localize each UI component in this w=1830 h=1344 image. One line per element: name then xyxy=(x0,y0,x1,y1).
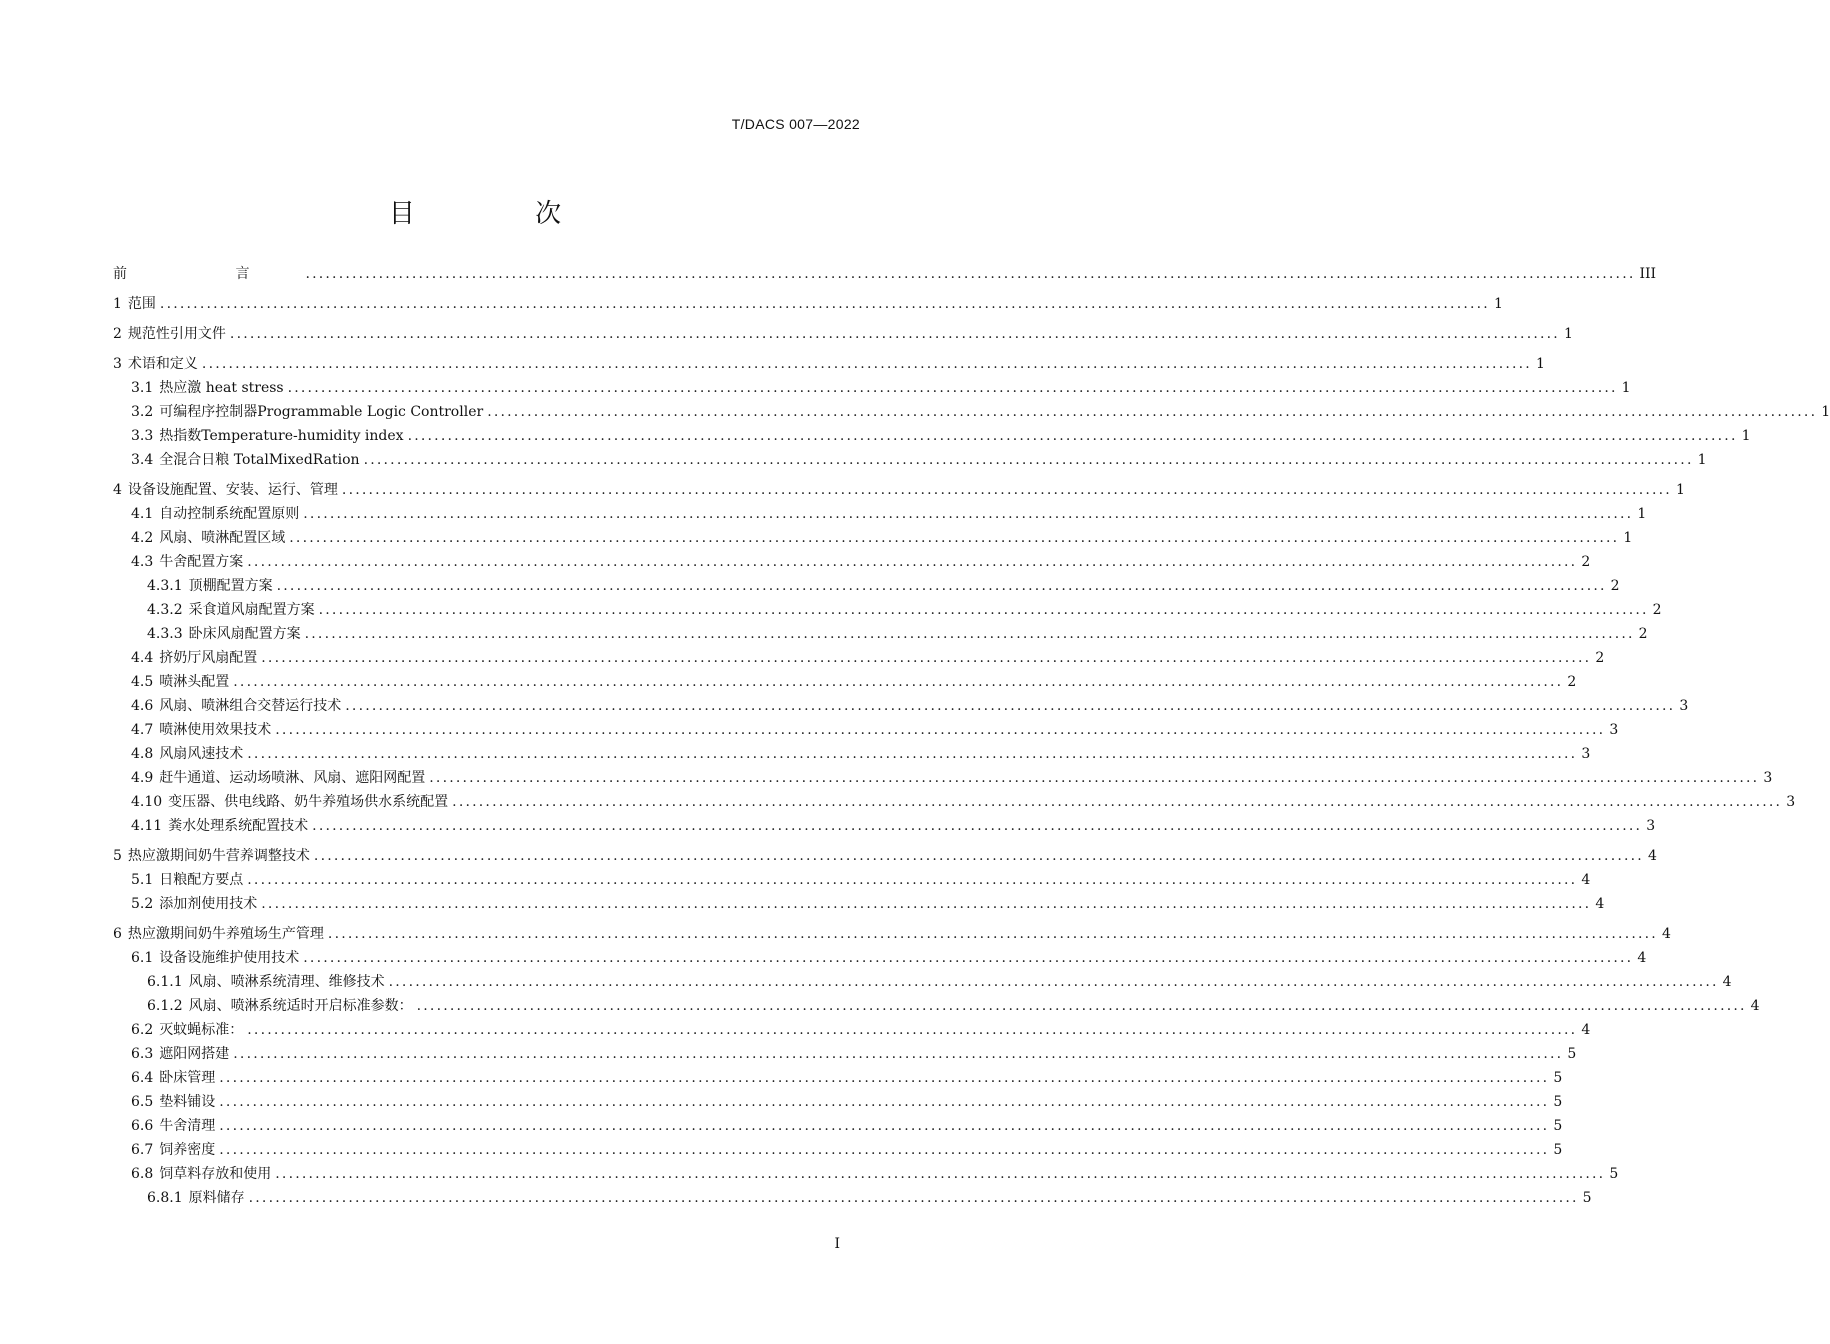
toc-entry-number: 5.2 xyxy=(131,896,154,912)
toc-leader-dots: ........................................................................................................................................................................................................ xyxy=(247,746,1578,762)
toc-entry[interactable] xyxy=(113,622,1648,646)
toc-entry[interactable] xyxy=(113,994,1760,1018)
toc-entry[interactable] xyxy=(113,262,1657,286)
toc-entry[interactable] xyxy=(113,922,1671,946)
toc-leader-dots: ........................................................................................................................................................................................................ xyxy=(452,794,1783,810)
toc-entry-number: 4.3.2 xyxy=(147,602,183,618)
toc-entry-number: 2 xyxy=(113,326,122,342)
toc-entry-page: III xyxy=(1639,266,1657,282)
footer-page-number: I xyxy=(834,1236,840,1252)
toc-entry-label: 热应激期间奶牛养殖场生产管理 xyxy=(127,926,324,942)
toc-entry-number: 4.1 xyxy=(131,506,154,522)
toc-entry[interactable] xyxy=(113,694,1689,718)
toc-entry[interactable] xyxy=(113,448,1707,472)
toc-entry-page: 3 xyxy=(1679,698,1689,714)
toc-entry-number: 6.7 xyxy=(131,1142,154,1158)
toc-entry-number: 6.5 xyxy=(131,1094,154,1110)
toc-entry-number: 4.6 xyxy=(131,698,154,714)
toc-entry-label: 卧床风扇配置方案 xyxy=(188,626,301,642)
toc-entry[interactable] xyxy=(113,1138,1563,1162)
toc-entry[interactable] xyxy=(113,1114,1563,1138)
toc-entry-page: 2 xyxy=(1610,578,1620,594)
toc-entry[interactable] xyxy=(113,376,1631,400)
toc-entry-label: 喷淋头配置 xyxy=(159,674,230,690)
toc-entry-page: 3 xyxy=(1763,770,1773,786)
toc-leader-dots: ........................................................................................................................................................................................................ xyxy=(219,1094,1550,1110)
toc-entry-number: 5.1 xyxy=(131,872,154,888)
toc-entry[interactable] xyxy=(113,742,1591,766)
toc-entry-page: 5 xyxy=(1553,1118,1563,1134)
toc-entry-number: 6.8.1 xyxy=(147,1190,183,1206)
toc-entry-number: 6.4 xyxy=(131,1070,154,1086)
toc-entry-number: 5 xyxy=(113,848,122,864)
toc-entry-page: 4 xyxy=(1581,872,1591,888)
toc-entry[interactable] xyxy=(113,526,1633,550)
toc-entry-page: 3 xyxy=(1646,818,1656,834)
toc-entry-label: 日粮配方要点 xyxy=(159,872,244,888)
toc-entry-page: 1 xyxy=(1563,326,1573,342)
toc-leader-dots: ........................................................................................................................................................................................................ xyxy=(219,1142,1550,1158)
toc-entry-label: 遮阳网搭建 xyxy=(159,1046,230,1062)
toc-leader-dots: ........................................................................................................................................................................................................ xyxy=(345,698,1676,714)
toc-entry-number: 6.1 xyxy=(131,950,154,966)
toc-entry[interactable] xyxy=(113,1066,1563,1090)
toc-entry-number: 6.8 xyxy=(131,1166,154,1182)
toc-entry[interactable] xyxy=(113,892,1605,916)
toc-entry-number: 4.10 xyxy=(131,794,163,810)
toc-entry[interactable] xyxy=(113,598,1662,622)
toc-entry-label: 热应激期间奶牛营养调整技术 xyxy=(127,848,310,864)
toc-entry-page: 1 xyxy=(1637,506,1647,522)
toc-entry-label: 牛舍配置方案 xyxy=(159,554,244,570)
toc-leader-dots: ........................................................................................................................................................................................................ xyxy=(248,1190,1579,1206)
toc-entry-page: 5 xyxy=(1609,1166,1619,1182)
page-title: 目 次 xyxy=(388,199,618,229)
toc-entry-label: 赶牛通道、运动场喷淋、风扇、遮阳网配置 xyxy=(159,770,426,786)
toc-entry-page: 3 xyxy=(1609,722,1619,738)
toc-entry-label: 顶棚配置方案 xyxy=(188,578,273,594)
toc-leader-dots: ........................................................................................................................................................................................................ xyxy=(233,1046,1564,1062)
toc-entry-number: 4.11 xyxy=(131,818,163,834)
toc-entry-number: 3.4 xyxy=(131,452,154,468)
toc-entry-label: 风扇、喷淋系统清理、维修技术 xyxy=(188,974,385,990)
toc-leader-dots: ........................................................................................................................................................................................................ xyxy=(247,872,1578,888)
document-id: T/DACS 007—2022 xyxy=(731,116,860,132)
toc-leader-dots: ........................................................................................................................................................................................................ xyxy=(159,296,1490,312)
toc-leader-dots: ........................................................................................................................................................................................................ xyxy=(219,1118,1550,1134)
toc-leader-dots: ........................................................................................................................................................................................................ xyxy=(233,674,1564,690)
toc-entry-number: 6 xyxy=(113,926,122,942)
toc-entry[interactable] xyxy=(113,1090,1563,1114)
toc-entry-page: 1 xyxy=(1741,428,1751,444)
toc-entry-number: 3.3 xyxy=(131,428,154,444)
toc-entry-page: 4 xyxy=(1637,950,1647,966)
toc-entry[interactable] xyxy=(113,322,1573,346)
toc-entry[interactable] xyxy=(113,946,1647,970)
toc-leader-dots: ........................................................................................................................................................................................................ xyxy=(407,428,1738,444)
toc-entry-label: 变压器、供电线路、奶牛养殖场供水系统配置 xyxy=(168,794,449,810)
toc-entry-label: 饲养密度 xyxy=(159,1142,216,1158)
toc-entry-label: 牛舍清理 xyxy=(159,1118,216,1134)
toc-entry[interactable] xyxy=(113,1042,1577,1066)
toc-entry-page: 1 xyxy=(1535,356,1545,372)
toc-entry[interactable] xyxy=(113,646,1605,670)
toc-entry-page: 2 xyxy=(1638,626,1648,642)
toc-entry-page: 1 xyxy=(1697,452,1707,468)
toc-entry[interactable] xyxy=(113,550,1591,574)
toc-entry[interactable] xyxy=(113,1162,1619,1186)
toc-entry-number: 6.1.1 xyxy=(147,974,183,990)
toc-leader-dots: ........................................................................................................................................................................................................ xyxy=(487,404,1818,420)
toc-entry[interactable] xyxy=(113,478,1685,502)
toc-entry-page: 5 xyxy=(1553,1070,1563,1086)
toc-entry-page: 1 xyxy=(1675,482,1685,498)
toc-leader-dots: ........................................................................................................................................................................................................ xyxy=(429,770,1760,786)
toc-entry[interactable] xyxy=(113,400,1830,424)
toc-entry-number: 3 xyxy=(113,356,122,372)
toc-entry-label: 风扇、喷淋配置区域 xyxy=(159,530,286,546)
toc-entry-page: 2 xyxy=(1652,602,1662,618)
toc-entry-label: 喷淋使用效果技术 xyxy=(159,722,272,738)
toc-entry-number: 4.4 xyxy=(131,650,154,666)
toc-entry-page: 4 xyxy=(1722,974,1732,990)
toc-entry-page: 5 xyxy=(1553,1094,1563,1110)
toc-entry-label: 设备设施维护使用技术 xyxy=(159,950,300,966)
toc-entry-label: 热指数Temperature-humidity index xyxy=(159,428,404,444)
toc-leader-dots: ........................................................................................................................................................................................................ xyxy=(261,650,1592,666)
toc-entry-number: 1 xyxy=(113,296,122,312)
toc-leader-dots: ........................................................................................................................................................................................................ xyxy=(303,506,1634,522)
toc-entry-page: 5 xyxy=(1582,1190,1592,1206)
toc-entry-number: 4.9 xyxy=(131,770,154,786)
toc-leader-dots: ........................................................................................................................................................................................................ xyxy=(304,626,1635,642)
toc-leader-dots: ........................................................................................................................................................................................................ xyxy=(247,1022,1578,1038)
toc-entry-number: 4 xyxy=(113,482,122,498)
toc-entry[interactable] xyxy=(113,718,1619,742)
toc-entry-label: 采食道风扇配置方案 xyxy=(188,602,315,618)
toc-entry-label: 风扇风速技术 xyxy=(159,746,244,762)
toc-entry-label: 添加剂使用技术 xyxy=(159,896,258,912)
toc-entry-label: 卧床管理 xyxy=(159,1070,216,1086)
toc-entry-label: 设备设施配置、安装、运行、管理 xyxy=(127,482,338,498)
toc-leader-dots: ........................................................................................................................................................................................................ xyxy=(229,326,1560,342)
toc-entry[interactable] xyxy=(113,1018,1591,1042)
toc-entry-page: 4 xyxy=(1595,896,1605,912)
toc-entry-page: 2 xyxy=(1595,650,1605,666)
toc-entry-page: 2 xyxy=(1581,554,1591,570)
toc-leader-dots: ........................................................................................................................................................................................................ xyxy=(219,1070,1550,1086)
toc-entry-number: 4.5 xyxy=(131,674,154,690)
toc-leader-dots: ........................................................................................................................................................................................................ xyxy=(201,356,1532,372)
toc-entry-page: 5 xyxy=(1553,1142,1563,1158)
toc-entry-label: 范围 xyxy=(127,296,156,312)
toc-entry-label: 垫料铺设 xyxy=(159,1094,216,1110)
toc-entry-page: 4 xyxy=(1581,1022,1591,1038)
toc-leader-dots: ........................................................................................................................................................................................................ xyxy=(287,380,1618,396)
toc-entry[interactable] xyxy=(113,502,1647,526)
toc-entry[interactable] xyxy=(113,970,1732,994)
toc-leader-dots: ........................................................................................................................................................................................................ xyxy=(313,848,1644,864)
toc-entry-page: 3 xyxy=(1786,794,1796,810)
toc-leader-dots: ........................................................................................................................................................................................................ xyxy=(289,530,1620,546)
toc-entry[interactable] xyxy=(113,790,1796,814)
table-of-contents xyxy=(113,262,1830,1210)
toc-leader-dots: ........................................................................................................................................................................................................ xyxy=(416,998,1747,1014)
toc-entry-number: 4.2 xyxy=(131,530,154,546)
toc-entry-page: 2 xyxy=(1567,674,1577,690)
toc-entry-page: 4 xyxy=(1750,998,1760,1014)
toc-entry-number: 6.2 xyxy=(131,1022,154,1038)
toc-leader-dots: ........................................................................................................................................................................................................ xyxy=(303,950,1634,966)
toc-leader-dots: ........................................................................................................................................................................................................ xyxy=(261,896,1592,912)
toc-entry-number: 3.2 xyxy=(131,404,154,420)
toc-entry[interactable] xyxy=(113,844,1657,868)
toc-entry-number: 4.3 xyxy=(131,554,154,570)
toc-entry-label: 前 言 xyxy=(113,266,302,282)
toc-entry[interactable] xyxy=(113,766,1773,790)
toc-entry-label: 饲草料存放和使用 xyxy=(159,1166,272,1182)
toc-entry[interactable] xyxy=(113,868,1591,892)
toc-entry-page: 1 xyxy=(1623,530,1633,546)
toc-entry-label: 原料储存 xyxy=(188,1190,245,1206)
toc-entry[interactable] xyxy=(113,424,1751,448)
toc-leader-dots: ........................................................................................................................................................................................................ xyxy=(388,974,1719,990)
toc-entry-label: 风扇、喷淋组合交替运行技术 xyxy=(159,698,342,714)
toc-entry-label: 挤奶厅风扇配置 xyxy=(159,650,258,666)
toc-leader-dots: ........................................................................................................................................................................................................ xyxy=(363,452,1694,468)
toc-entry-number: 6.1.2 xyxy=(147,998,183,1014)
toc-entry-label: 全混合日粮 TotalMixedRation xyxy=(159,452,360,468)
toc-leader-dots: ........................................................................................................................................................................................................ xyxy=(312,818,1643,834)
toc-entry[interactable] xyxy=(113,574,1620,598)
toc-leader-dots: ........................................................................................................................................................................................................ xyxy=(318,602,1649,618)
toc-entry-number: 4.3.1 xyxy=(147,578,183,594)
toc-entry-label: 自动控制系统配置原则 xyxy=(159,506,300,522)
toc-entry[interactable] xyxy=(113,814,1656,838)
toc-leader-dots: ........................................................................................................................................................................................................ xyxy=(275,722,1606,738)
toc-leader-dots: ........................................................................................................................................................................................................ xyxy=(247,554,1578,570)
toc-leader-dots: ........................................................................................................................................................................................................ xyxy=(341,482,1672,498)
toc-entry-page: 5 xyxy=(1567,1046,1577,1062)
toc-entry-page: 1 xyxy=(1821,404,1830,420)
toc-entry-label: 规范性引用文件 xyxy=(127,326,226,342)
toc-entry-page: 4 xyxy=(1661,926,1671,942)
toc-entry-page: 3 xyxy=(1581,746,1591,762)
toc-leader-dots: ........................................................................................................................................................................................................ xyxy=(305,266,1636,282)
toc-entry-number: 4.7 xyxy=(131,722,154,738)
toc-entry[interactable] xyxy=(113,1186,1592,1210)
toc-entry-number: 6.6 xyxy=(131,1118,154,1134)
toc-entry-page: 1 xyxy=(1621,380,1631,396)
toc-entry-number: 6.3 xyxy=(131,1046,154,1062)
toc-entry-number: 3.1 xyxy=(131,380,154,396)
toc-entry-number: 4.8 xyxy=(131,746,154,762)
toc-entry-page: 1 xyxy=(1493,296,1503,312)
toc-entry-page: 4 xyxy=(1647,848,1657,864)
toc-entry-label: 热应激 heat stress xyxy=(159,380,284,396)
toc-leader-dots: ........................................................................................................................................................................................................ xyxy=(327,926,1658,942)
toc-entry-number: 4.3.3 xyxy=(147,626,183,642)
toc-entry[interactable] xyxy=(113,352,1545,376)
toc-entry-label: 灭蚊蝇标准： xyxy=(159,1022,244,1038)
toc-entry-label: 粪水处理系统配置技术 xyxy=(168,818,309,834)
toc-entry-label: 可编程序控制器Programmable Logic Controller xyxy=(159,404,484,420)
toc-entry-label: 术语和定义 xyxy=(127,356,198,372)
toc-leader-dots: ........................................................................................................................................................................................................ xyxy=(276,578,1607,594)
toc-entry[interactable] xyxy=(113,670,1577,694)
toc-entry-label: 风扇、喷淋系统适时开启标准参数： xyxy=(188,998,413,1014)
toc-entry[interactable] xyxy=(113,292,1503,316)
toc-leader-dots: ........................................................................................................................................................................................................ xyxy=(275,1166,1606,1182)
